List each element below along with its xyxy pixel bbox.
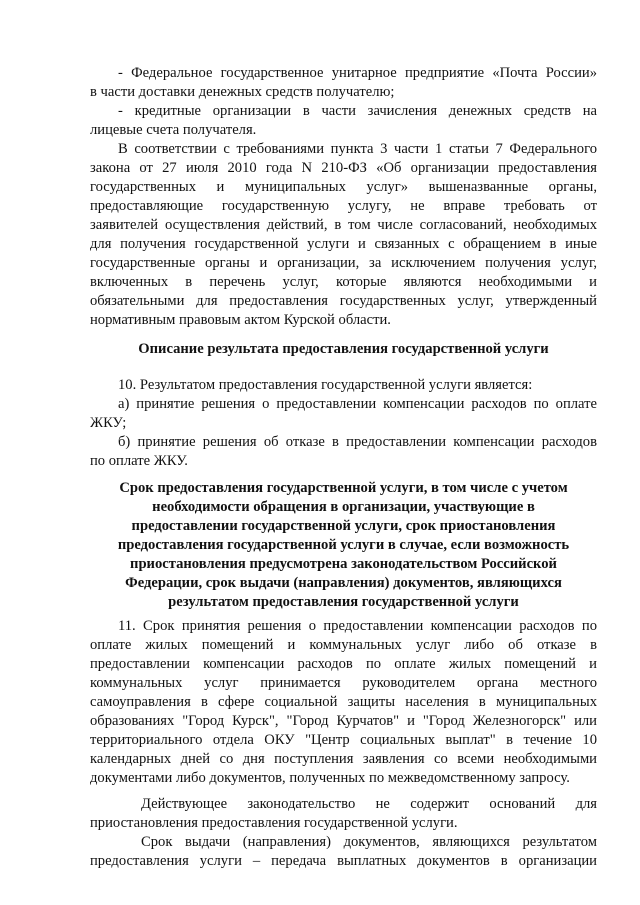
heading-term-line: Федерации, срок выдачи (направления) документов, являющихся [125,575,562,591]
paragraph-law-line: нормативным правовым актом Курской области. [90,312,391,328]
paragraph-post-line: в части доставки денежных средств получателю; [90,84,395,100]
paragraph-10-line: 10. Результатом предоставления государственной услуги является: [118,377,533,393]
paragraph-10b-line: б) принятие решения об отказе в предоставлении компенсации расходов [118,434,597,450]
paragraph-11-line: образованиях "Город Курск", "Город Курчатов" и "Город Железногорск" или [90,713,597,729]
paragraph-11-line: предоставлении компенсации расходов по оплате жилых помещений и [90,656,597,672]
heading-result: Описание результата предоставления государственной услуги [138,341,549,357]
paragraph-issue-line: предоставления услуги – передача выплатных документов в организации [90,853,597,869]
paragraph-suspend-line: Действующее законодательство не содержит оснований для [141,796,597,812]
paragraph-law-line: предоставляющие государственную услугу, не вправе требовать от [90,198,597,214]
paragraph-suspend-line: приостановления предоставления государственной услуги. [90,815,458,831]
paragraph-11-line: коммунальных услуг принимается руководителем органа местного [90,675,597,691]
heading-term-line: результатом предоставления государственной услуги [168,594,519,610]
paragraph-11-line: оплате жилых помещений и коммунальных услуг либо об отказе в [90,637,597,653]
paragraph-law-line: государственных и муниципальных услуг» вышеназванные органы, [90,179,597,195]
paragraph-11-line: календарных дней со дня поступления заявления со всеми необходимыми [90,751,597,767]
paragraph-issue-line: Срок выдачи (направления) документов, являющихся результатом [141,834,597,850]
paragraph-10b-line: по оплате ЖКУ. [90,453,188,469]
heading-term-line: Срок предоставления государственной услуги, в том числе с учетом [119,480,568,496]
paragraph-11-line: территориального отдела ОКУ "Центр социальных выплат" в течение 10 [90,732,597,748]
heading-term-line: приостановления предусмотрена законодательством Российской [130,556,557,572]
paragraph-10a-line: ЖКУ; [90,415,127,431]
paragraph-10a-line: а) принятие решения о предоставлении компенсации расходов по оплате [118,396,597,412]
paragraph-law-line: закона от 27 июля 2010 года N 210-ФЗ «Об организации предоставления [90,160,597,176]
paragraph-law-line: для получения государственной услуги и связанных с обращением в иные [90,236,597,252]
paragraph-11-line: документами либо документов, полученных по межведомственному запросу. [90,770,570,786]
paragraph-credit-line: - кредитные организации в части зачисления денежных средств на [118,103,597,119]
paragraph-post-line: - Федеральное государственное унитарное предприятие «Почта России» [118,65,597,81]
paragraph-11-line: 11. Срок принятия решения о предоставлении компенсации расходов по [118,618,597,634]
paragraph-law-line: обязательными для предоставления государственных услуг, утвержденный [90,293,597,309]
paragraph-law-line: заявителей осуществления действий, в том числе согласований, необходимых [90,217,597,233]
paragraph-credit-line: лицевые счета получателя. [90,122,257,138]
paragraph-11-line: самоуправления в сфере социальной защиты населения в муниципальных [90,694,597,710]
heading-term-line: необходимости обращения в организации, участвующие в [152,499,535,515]
paragraph-law-line: государственные органы и организации, за исключением получения услуг, [90,255,597,271]
paragraph-law-line: В соответствии с требованиями пункта 3 части 1 статьи 7 Федерального [118,141,597,157]
heading-term-line: предоставления государственной услуги в случае, если возможность [117,537,570,553]
heading-term-line: предоставлении государственной услуги, срок приостановления [131,518,556,534]
paragraph-law-line: включенных в перечень услуг, которые являются необходимыми и [90,274,597,290]
